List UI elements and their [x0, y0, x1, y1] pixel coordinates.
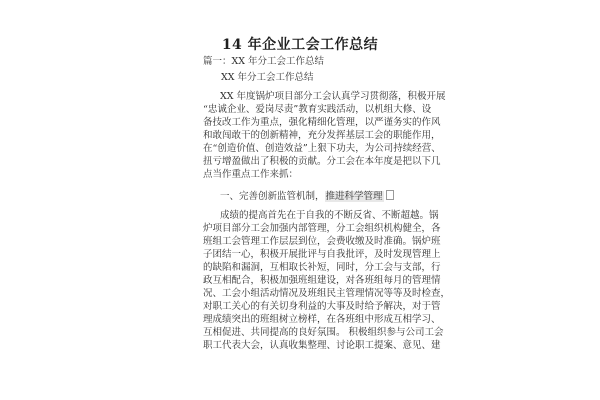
paragraph-2-line: 成绩的提高首先在于自我的不断反省、不断超越。锅 — [220, 210, 439, 221]
paragraph-2-line: 炉项目部分工会加强内部管理，分工会组织机构健全，各 — [203, 223, 441, 234]
point-1-highlight: 推进科学管理 — [325, 191, 383, 202]
paragraph-2-line: 政互相配合，积极加强班组建设，对各班组每月的管理情 — [203, 275, 441, 286]
paragraph-2-line: 对职工关心的有关切身利益的大事及时给予解决，对于管 — [203, 301, 441, 312]
paragraph-1-line: 点当作重点工作来抓： — [203, 169, 299, 180]
paragraph-1-line: 扭亏增盈做出了积极的贡献。分工会在本年度是把以下几 — [203, 156, 441, 167]
paragraph-1-line: 和敢闯敢干的创新精神，充分发挥基层工会的职能作用， — [203, 130, 441, 141]
text-cursor-icon — [386, 190, 394, 200]
paragraph-2-line: 班组工会管理工作层层到位，会费收缴及时准确。锅炉班 — [203, 236, 441, 247]
paragraph-1-line: 备技改工作为重点，强化精细化管理，以严谨务实的作风 — [203, 117, 441, 128]
paragraph-1-line: XX 年度锅炉项目部分工会认真学习贯彻落，积极开展 — [220, 91, 446, 102]
document-title: 14 年企业工会工作总结 — [221, 37, 379, 53]
paragraph-2-line: 职工代表大会，认真收集整理、讨论职工提案、意见、建 — [203, 340, 441, 351]
paragraph-2-line: 理成绩突出的班组树立榜样，在各班组中形成互相学习、 — [203, 314, 441, 325]
paragraph-1-line: “忠诚企业、爱岗尽责”教育实践活动，以机组大修、设 — [203, 104, 432, 115]
paragraph-2-line: 互相促进、共同提高的良好氛围。 积极组织参与公司工会 — [203, 327, 444, 338]
point-1-prefix: 一、完善创新监管机制， — [220, 191, 325, 202]
section-heading: 篇一：XX 年分工会工作总结 — [203, 56, 325, 67]
paragraph-2-line: 子团结一心，积极开展批评与自我批评，及时发现管理上 — [203, 249, 441, 260]
point-1-heading — [220, 190, 394, 203]
paragraph-2-line: 的缺陷和漏洞，互相取长补短，同时，分工会与支部，行 — [203, 262, 441, 273]
subtitle: XX 年分工会工作总结 — [221, 72, 314, 83]
paragraph-1-line: 在“创造价值、创造效益”上狠下功夫，为公司持续经营、 — [203, 143, 441, 154]
paragraph-2-line: 况、工会小组活动情况及班组民主管理情况等等及时检查， — [203, 288, 451, 299]
